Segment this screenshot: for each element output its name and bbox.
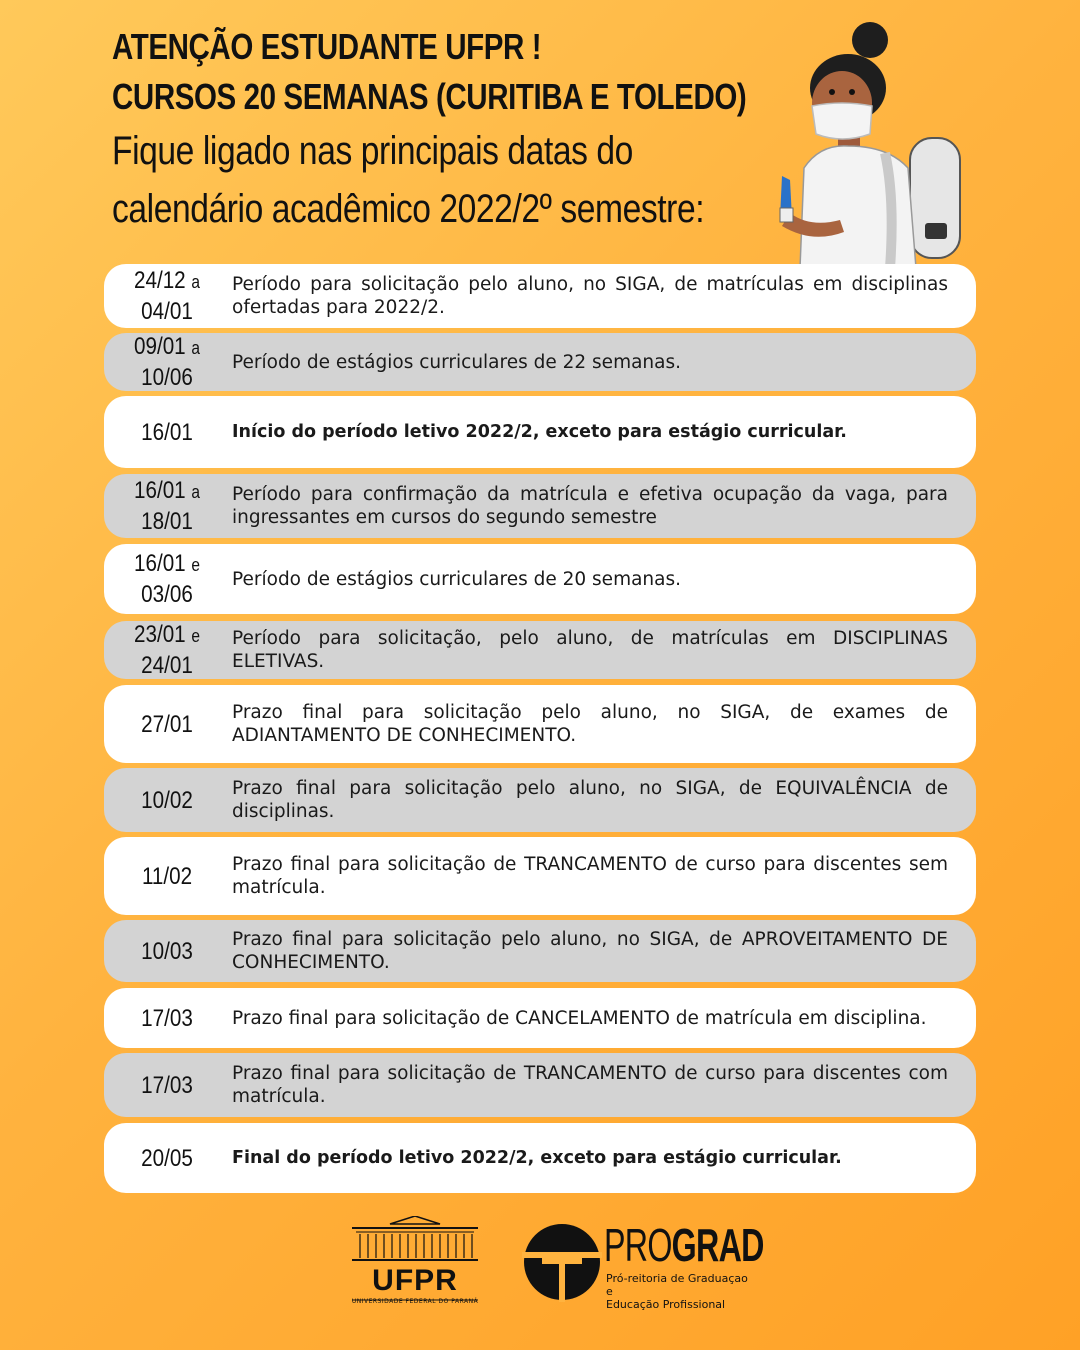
list-item bbox=[104, 264, 976, 328]
title-line-1: ATENÇÃO ESTUDANTE UFPR ! bbox=[112, 26, 542, 67]
date-range: 09/01 a 10/06 bbox=[133, 333, 201, 391]
item-description: Prazo final para solicitação pelo aluno, no SIGA, de exames de ADIANTAMENTO DE CONHECIMENTO. bbox=[232, 702, 948, 746]
list-item bbox=[104, 837, 976, 915]
item-description: Prazo final para solicitação pelo aluno, no SIGA, de EQUIVALÊNCIA de disciplinas. bbox=[232, 778, 948, 822]
subtitle-line-2: calendário acadêmico 2022/2º semestre: bbox=[112, 187, 705, 231]
date-range: 23/01 e 24/01 bbox=[133, 621, 201, 679]
list-item bbox=[104, 333, 976, 391]
item-description: Final do período letivo 2022/2, exceto para estágio curricular. bbox=[232, 1147, 842, 1168]
date-single: 11/02 bbox=[141, 862, 193, 890]
item-description: Período de estágios curriculares de 22 semanas. bbox=[232, 351, 682, 373]
date-single: 10/02 bbox=[141, 786, 193, 814]
list-item bbox=[104, 474, 976, 538]
footer bbox=[0, 1210, 1080, 1320]
list-item bbox=[104, 621, 976, 679]
list-item bbox=[104, 544, 976, 614]
date-single: 17/03 bbox=[141, 1004, 193, 1032]
date-range: 24/12 a 04/01 bbox=[133, 267, 201, 325]
title-line-2: CURSOS 20 SEMANAS (CURITIBA E TOLEDO) bbox=[112, 76, 747, 117]
list-item bbox=[104, 685, 976, 763]
prograd-emblem-icon bbox=[522, 1222, 602, 1302]
item-description: Período de estágios curriculares de 20 semanas. bbox=[232, 568, 682, 590]
list-item bbox=[104, 1123, 976, 1193]
item-description: Prazo final para solicitação pelo aluno, no SIGA, de APROVEITAMENTO DE CONHECIMENTO. bbox=[232, 929, 948, 973]
item-description: Prazo final para solicitação de TRANCAMENTO de curso para discentes com matrícula. bbox=[232, 1063, 948, 1107]
date-single: 17/03 bbox=[141, 1071, 193, 1099]
item-description: Período para confirmação da matrícula e efetiva ocupação da vaga, para ingressantes em cursos do segundo semestre bbox=[232, 484, 948, 528]
date-range: 16/01 e 03/06 bbox=[133, 550, 201, 608]
item-description: Período para solicitação pelo aluno, no SIGA, de matrículas em disciplinas ofertadas para 2022/2. bbox=[232, 274, 948, 318]
date-single: 10/03 bbox=[141, 937, 193, 965]
subtitle-line-1: Fique ligado nas principais datas do bbox=[112, 129, 633, 173]
list-item bbox=[104, 768, 976, 832]
list-item bbox=[104, 1053, 976, 1117]
date-single: 20/05 bbox=[141, 1144, 193, 1172]
prograd-full-name: Pró-reitoria de Graduaçao e Educação Profissional bbox=[606, 1272, 748, 1311]
prograd-logo-text: PROGRAD bbox=[604, 1219, 764, 1271]
list-item bbox=[104, 396, 976, 468]
date-single: 16/01 bbox=[141, 418, 193, 446]
student-with-mask-icon bbox=[760, 8, 970, 268]
item-description: Início do período letivo 2022/2, exceto para estágio curricular. bbox=[232, 421, 847, 442]
item-description: Prazo final para solicitação de CANCELAMENTO de matrícula em disciplina. bbox=[232, 1007, 927, 1029]
ufpr-full-name: UNIVERSIDADE FEDERAL DO PARANÁ bbox=[351, 1298, 479, 1305]
list-item bbox=[104, 920, 976, 982]
item-description: Período para solicitação, pelo aluno, de matrículas em DISCIPLINAS ELETIVAS. bbox=[232, 628, 948, 672]
date-single: 27/01 bbox=[141, 710, 193, 738]
ufpr-logo-text: UFPR bbox=[372, 1264, 458, 1297]
header bbox=[112, 22, 792, 238]
item-description: Prazo final para solicitação de TRANCAMENTO de curso para discentes sem matrícula. bbox=[232, 854, 948, 898]
list-item bbox=[104, 988, 976, 1048]
date-range: 16/01 a 18/01 bbox=[133, 477, 201, 535]
